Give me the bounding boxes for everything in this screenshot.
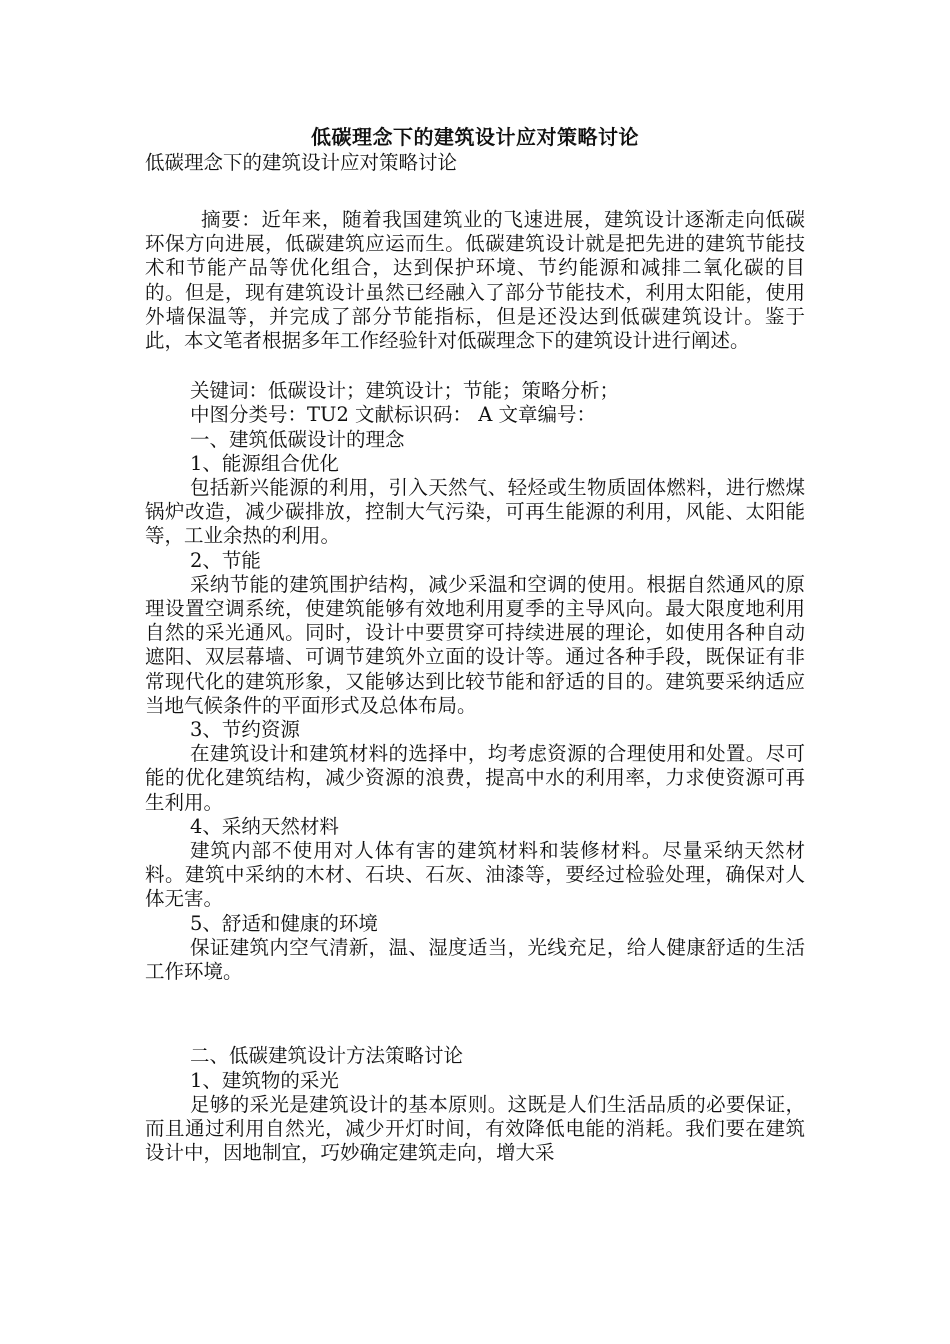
section-2-heading: 二、低碳建筑设计方法策略讨论 [190, 1044, 464, 1068]
body-paragraph: 在建筑设计和建筑材料的选择中，均考虑资源的合理使用和处置。尽可能的优化建筑结构，减少资源的浪费，提高中水的利用率，力求使资源可再生利用。 [145, 742, 805, 814]
body-paragraph: 采纳节能的建筑围护结构，减少采温和空调的使用。根据自然通风的原理设置空调系统，使建筑能够有效地利用夏季的主导风向。最大限度地利用自然的采光通风。同时，设计中要贯穿可持续进展的理论，如使用各种自动遮阳、双层幕墙、可调节建筑外立面的设计等。通过各种手段，既保证有非常现代化的建筑形象，又能够达到比较节能和舒适的目的。建筑要采纳适应当地气候条件的平面形式及总体布局。 [145, 572, 805, 717]
section-1-heading: 一、建筑低碳设计的理念 [190, 427, 405, 451]
body-paragraph: 包括新兴能源的利用，引入天然气、轻烃或生物质固体燃料，进行燃煤锅炉改造，减少碳排放，控制大气污染，可再生能源的利用，风能、太阳能等，工业余热的利用。 [145, 476, 805, 548]
document-title: 低碳理念下的建筑设计应对策略讨论 [311, 125, 639, 149]
spacer [145, 984, 805, 1044]
keywords-line: 关键词：低碳设计；建筑设计；节能；策略分析； [190, 379, 620, 403]
subsection-heading: 2、节能 [190, 548, 261, 572]
body-paragraph: 建筑内部不使用对人体有害的建筑材料和装修材料。尽量采纳天然材料。建筑中采纳的木材、石块、石灰、油漆等，要经过检验处理，确保对人体无害。 [145, 839, 805, 911]
body-paragraph: 足够的采光是建筑设计的基本原则。这既是人们生活品质的必要保证，而且通过利用自然光，减少开灯时间，有效降低电能的消耗。我们要在建筑设计中，因地制宜，巧妙确定建筑走向，增大采 [145, 1092, 805, 1165]
spacer [145, 353, 805, 379]
spacer [145, 176, 805, 208]
document-page [145, 124, 805, 1165]
body-paragraph: 保证建筑内空气清新，温、湿度适当，光线充足，给人健康舒适的生活工作环境。 [145, 935, 805, 984]
classification-line: 中图分类号：TU2 文献标识码： A 文章编号： [190, 403, 597, 427]
subsection-heading: 5、舒适和健康的环境 [190, 911, 378, 935]
subsection-heading: 3、节约资源 [190, 718, 300, 742]
document-subtitle: 低碳理念下的建筑设计应对策略讨论 [145, 151, 458, 174]
subsection-heading: 4、采纳天然材料 [190, 814, 339, 838]
subsection-heading: 1、建筑物的采光 [190, 1068, 339, 1092]
subsection-heading: 1、能源组合优化 [190, 451, 339, 475]
abstract-paragraph: 摘要：近年来，随着我国建筑业的飞速进展，建筑设计逐渐走向低碳环保方向进展，低碳建筑应运而生。低碳建筑设计就是把先进的建筑节能技术和节能产品等优化组合，达到保护环境、节约能源和减排二氧化碳的目的。但是，现有建筑设计虽然已经融入了部分节能技术，利用太阳能，使用外墙保温等，并完成了部分节能指标，但是还没达到低碳建筑设计。鉴于此，本文笔者根据多年工作经验针对低碳理念下的建筑设计进行阐述。 [145, 208, 805, 353]
